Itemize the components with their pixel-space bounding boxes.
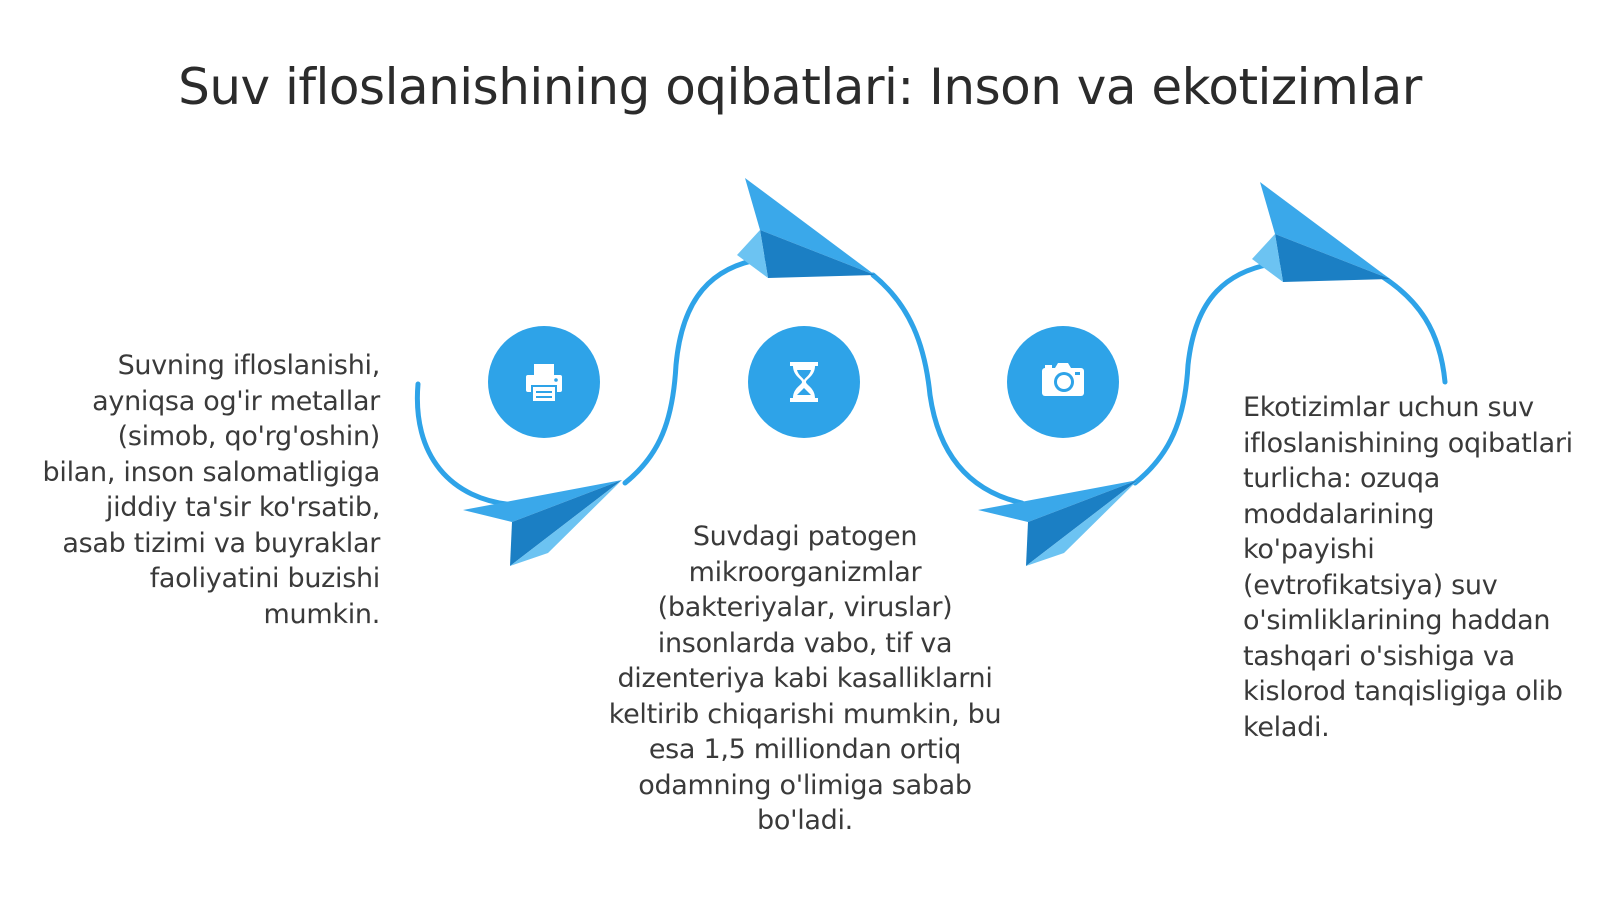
page-title: Suv ifloslanishining oqibatlari: Inson va ekotizimlar: [178, 58, 1422, 116]
step-3-icon-circle: [1007, 326, 1119, 438]
paper-plane-1: [463, 480, 622, 566]
paper-plane-4: [1252, 182, 1390, 282]
step-3-text: Ekotizimlar uchun suv ifloslanishining oqibatlari turlicha: ozuqa moddalarining ko'payishi (evtrofikatsiya) suv o'simliklarining haddan tashqari o'sishiga va kislorod tanqisligiga olib keladi.: [1243, 392, 1573, 743]
hourglass-icon: [784, 358, 824, 406]
step-1-text: Suvning ifloslanishi, ayniqsa og'ir metallar (simob, qo'rg'oshin) bilan, inson salomatligiga jiddiy ta'sir ko'rsatib, asab tizimi va buyraklar faoliyatini buzishi mumkin.: [42, 350, 380, 630]
printer-icon: [520, 358, 568, 406]
paper-plane-2: [737, 178, 875, 278]
step-2-icon-circle: [748, 326, 860, 438]
step-1-icon-circle: [488, 326, 600, 438]
step-2-text: Suvdagi patogen mikroorganizmlar (bakteriyalar, viruslar) insonlarda vabo, tif va dizenteriya kabi kasalliklarni keltirib chiqarishi mumkin, bu esa 1,5 milliondan ortiq odamning o'limiga sabab bo'ladi.: [608, 521, 1002, 836]
camera-icon: [1039, 360, 1087, 404]
